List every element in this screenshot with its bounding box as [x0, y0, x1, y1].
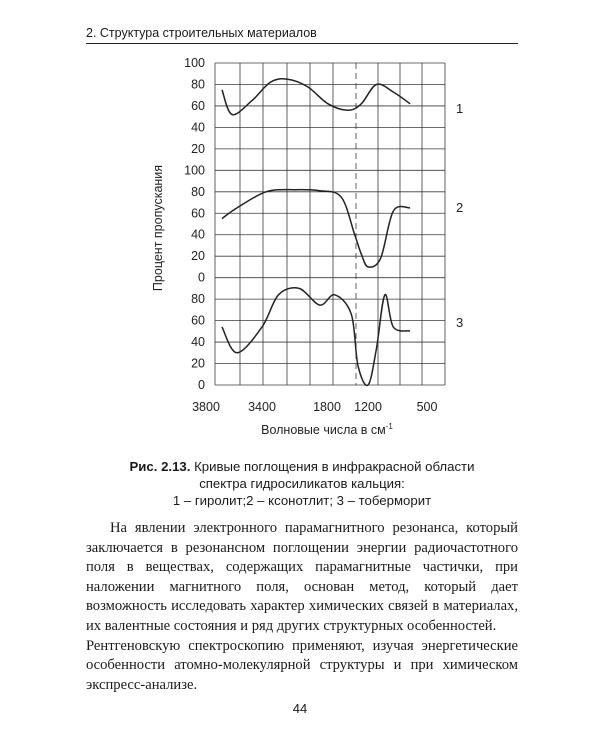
y-tick-label: 20 — [191, 141, 205, 156]
caption-line-1-text: Кривые поглощения в инфракрасной области — [190, 459, 475, 474]
caption-line-1 — [86, 458, 518, 475]
y-tick-label: 20 — [191, 356, 205, 371]
series-2-label: 2 — [456, 200, 464, 215]
series-3-curve — [222, 288, 410, 386]
chart-series — [222, 79, 410, 386]
y-tick-label: 40 — [191, 120, 205, 135]
paragraph-1: На явлении электронного парамагнитного резонанса, который заключается в резонансном поглощении энергии радиочастотного поля в веществах, содержащих парамагнитные частички, при наложении магнитного поля, основан метод, который дает возможность исследовать характер химических связей в материалах, их валентные состояния и ряд других структурных особенностей. — [86, 520, 518, 634]
caption-line-2: спектра гидросиликатов кальция: — [199, 476, 405, 491]
x-tick-label: 1800 — [313, 400, 341, 414]
y-tick-label: 60 — [191, 98, 205, 113]
y-tick-label: 0 — [198, 270, 205, 285]
chart-grid — [215, 63, 445, 385]
y-tick-label: 40 — [191, 335, 205, 350]
series-2-curve — [222, 190, 410, 268]
y-tick-label: 0 — [198, 378, 205, 392]
caption-line-3: 1 – гиролит;2 – ксонотлит; 3 – тоберморит — [172, 493, 432, 508]
x-tick-label: 3400 — [248, 400, 276, 414]
y-tick-label: 100 — [184, 56, 205, 70]
x-tick-label: 3800 — [192, 400, 220, 414]
series-1-label: 1 — [456, 101, 464, 116]
x-axis-title-sup: -1 — [385, 422, 393, 431]
figure-caption — [86, 458, 518, 509]
y-tick-label: 60 — [191, 206, 205, 221]
y-axis-title: Процент пропускания — [151, 164, 165, 292]
y-tick-label: 60 — [191, 313, 205, 328]
paragraph-2: Рентгеновскую спектроскопию применяют, изучая энергетические особенности атомно-молекулярной структуры и при химическом экспресс-анализе. — [86, 637, 518, 693]
x-axis-title — [261, 422, 393, 437]
x-tick-label: 500 — [416, 400, 438, 414]
series-3-label: 3 — [456, 315, 464, 330]
chart-labels — [151, 56, 463, 437]
page-number: 44 — [292, 701, 308, 716]
x-tick-label: 1200 — [354, 400, 382, 414]
y-tick-label: 100 — [184, 163, 205, 178]
header-title: 2. Структура строительных материалов — [86, 26, 317, 40]
body-text — [86, 519, 518, 695]
y-tick-label: 80 — [191, 184, 205, 199]
y-tick-label: 80 — [191, 77, 205, 92]
caption-figure-label: Рис. 2.13. — [129, 459, 191, 474]
y-tick-label: 40 — [191, 227, 205, 242]
y-tick-label: 20 — [191, 249, 205, 264]
y-tick-label: 80 — [191, 292, 205, 307]
x-axis-title-main: Волновые числа в см — [261, 423, 386, 437]
